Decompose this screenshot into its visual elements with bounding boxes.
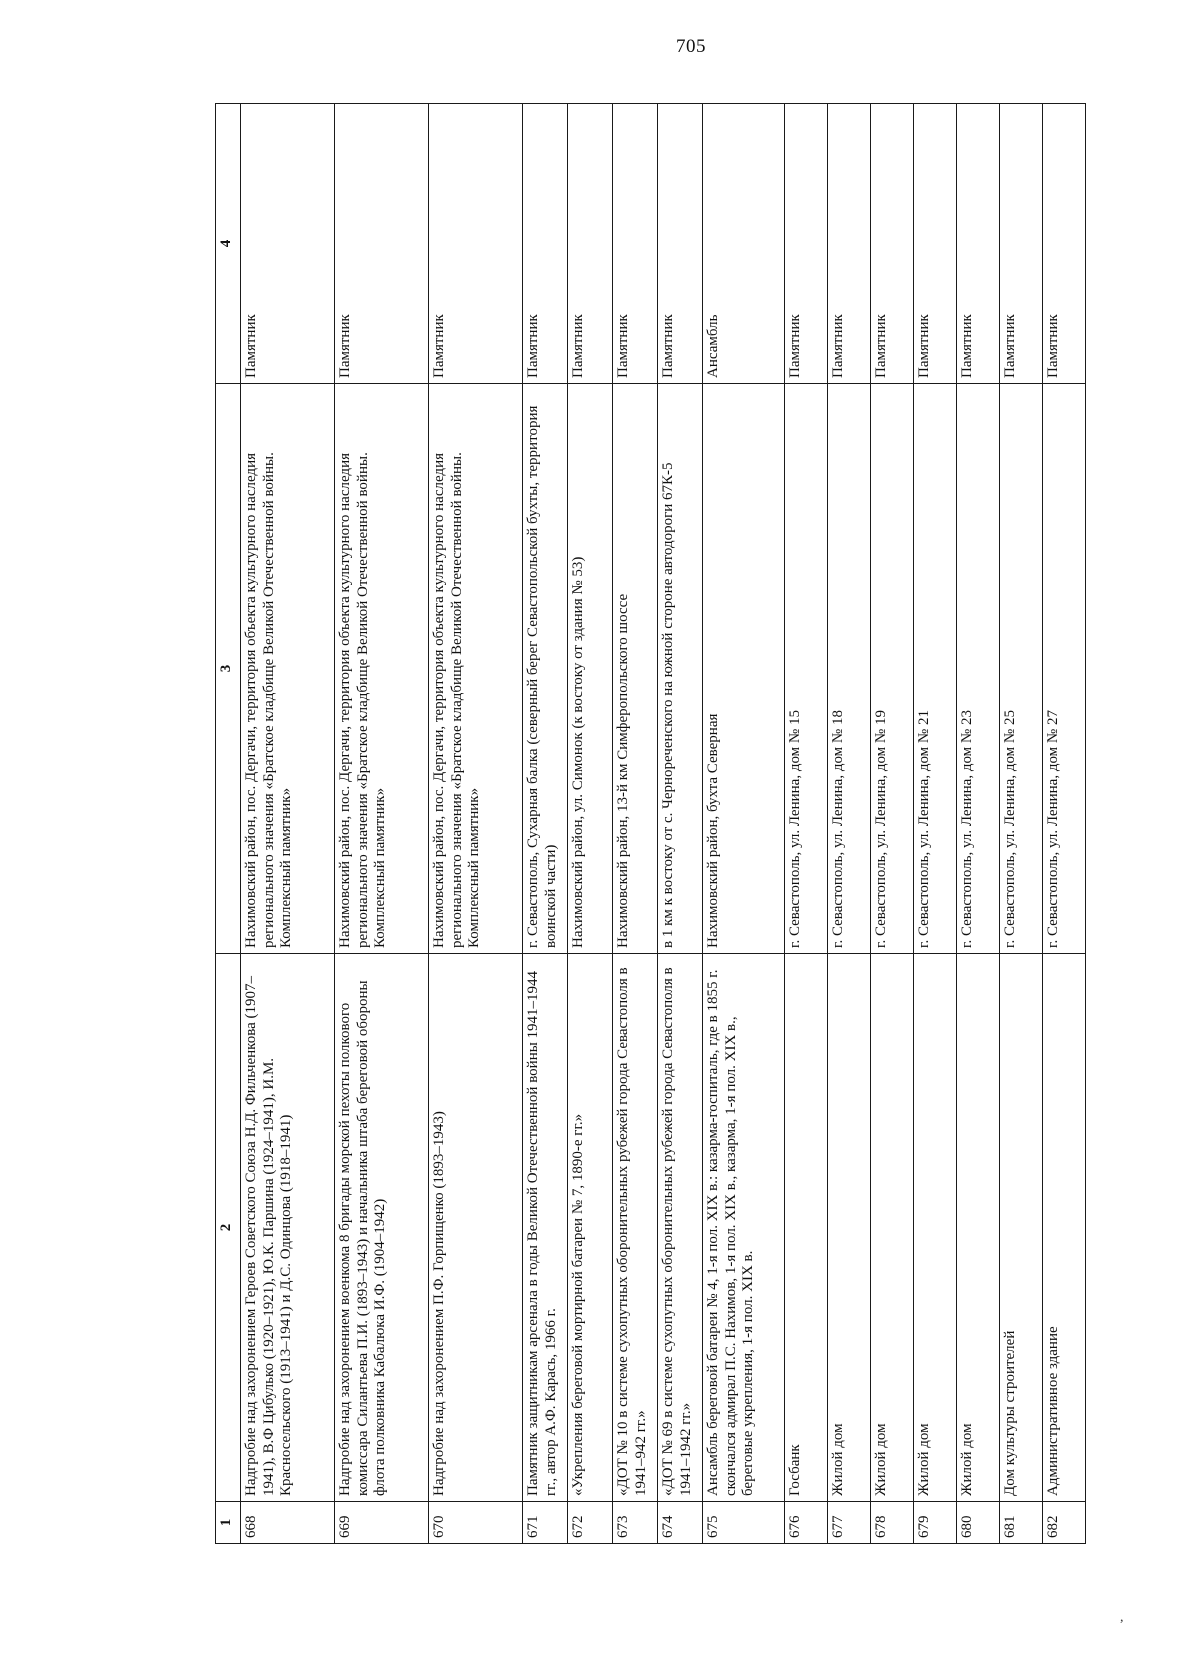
header-col-1: 1 — [216, 1502, 241, 1544]
object-type: Памятник — [1043, 104, 1086, 384]
row-number: 681 — [1000, 1502, 1043, 1544]
object-type: Памятник — [335, 104, 429, 384]
header-col-4: 4 — [216, 104, 241, 384]
object-type: Памятник — [241, 104, 335, 384]
row-number: 670 — [429, 1502, 523, 1544]
table-row — [957, 104, 1000, 1544]
object-type: Памятник — [828, 104, 871, 384]
object-location: в 1 км к востоку от с. Чернореченского на южной стороне автодороги 67К-5 — [658, 384, 703, 954]
object-location: Нахимовский район, ул. Симонок (к востоку от здания № 53) — [568, 384, 613, 954]
object-location: Нахимовский район, бухта Северная — [703, 384, 785, 954]
object-type: Памятник — [658, 104, 703, 384]
header-col-2: 2 — [216, 954, 241, 1502]
table-row — [914, 104, 957, 1544]
object-location: г. Севастополь, ул. Ленина, дом № 21 — [914, 384, 957, 954]
object-location: г. Севастополь, ул. Ленина, дом № 19 — [871, 384, 914, 954]
header-col-3: 3 — [216, 384, 241, 954]
object-name: Жилой дом — [871, 954, 914, 1502]
table-header-row — [216, 104, 241, 1544]
object-name: Памятник защитникам арсенала в годы Великой Отечественной войны 1941–1944 гг., автор А.Ф. Карась, 1966 г. — [523, 954, 568, 1502]
rotated-table-wrapper — [215, 104, 1075, 1544]
object-name: «ДОТ № 10 в системе сухопутных оборонительных рубежей города Севастополя в 1941–942 гг.» — [613, 954, 658, 1502]
row-number: 674 — [658, 1502, 703, 1544]
object-type: Памятник — [613, 104, 658, 384]
object-name: «ДОТ № 69 в системе сухопутных оборонительных рубежей города Севастополя в 1941–1942 гг.» — [658, 954, 703, 1502]
row-number: 672 — [568, 1502, 613, 1544]
object-type: Памятник — [523, 104, 568, 384]
object-type: Памятник — [785, 104, 828, 384]
object-type: Памятник — [871, 104, 914, 384]
object-type: Ансамбль — [703, 104, 785, 384]
object-location: Нахимовский район, пос. Дергачи, территория объекта культурного наследия регионального значения «Братское кладбище Великой Отечественной войны. Комплексный памятник» — [241, 384, 335, 954]
row-number: 673 — [613, 1502, 658, 1544]
object-name: Административное здание — [1043, 954, 1086, 1502]
scan-mark: , — [1120, 1610, 1124, 1625]
object-location: г. Севастополь, ул. Ленина, дом № 23 — [957, 384, 1000, 954]
page-number: 705 — [676, 36, 706, 57]
object-location: г. Севастополь, ул. Ленина, дом № 27 — [1043, 384, 1086, 954]
table-row — [241, 104, 335, 1544]
table-row — [335, 104, 429, 1544]
object-name: Жилой дом — [914, 954, 957, 1502]
object-name: Жилой дом — [957, 954, 1000, 1502]
row-number: 669 — [335, 1502, 429, 1544]
row-number: 668 — [241, 1502, 335, 1544]
object-location: г. Севастополь, ул. Ленина, дом № 18 — [828, 384, 871, 954]
row-number: 676 — [785, 1502, 828, 1544]
object-name: Надгробие над захоронением военкома 8 бригады морской пехоты полкового комиссара Силантьева П.И. (1893–1943) и начальника штаба береговой обороны флота полковника Кабалюка И.Ф. (1904–1942) — [335, 954, 429, 1502]
row-number: 680 — [957, 1502, 1000, 1544]
object-name: «Укрепления береговой мортирной батареи № 7, 1890-е гг.» — [568, 954, 613, 1502]
table-row — [828, 104, 871, 1544]
object-name: Надгробие над захоронением Героев Советского Союза Н.Д. Фильченкова (1907–1941), В.Ф Цибулько (1920–1921), Ю.К. Паршина (1924–1941), И.М. Красносельского (1913–1941) и Д.С. Одинцова (1918–1941) — [241, 954, 335, 1502]
row-number: 671 — [523, 1502, 568, 1544]
object-type: Памятник — [1000, 104, 1043, 384]
table-row — [658, 104, 703, 1544]
object-location: Нахимовский район, 13-й км Симферопольского шоссе — [613, 384, 658, 954]
heritage-table-container — [215, 104, 1075, 1544]
table-row — [871, 104, 914, 1544]
table-row — [785, 104, 828, 1544]
object-name: Госбанк — [785, 954, 828, 1502]
table-row — [613, 104, 658, 1544]
object-type: Памятник — [957, 104, 1000, 384]
object-location: г. Севастополь, ул. Ленина, дом № 25 — [1000, 384, 1043, 954]
table-row — [703, 104, 785, 1544]
object-type: Памятник — [429, 104, 523, 384]
table-row — [429, 104, 523, 1544]
object-location: Нахимовский район, пос. Дергачи, территория объекта культурного наследия регионального значения «Братское кладбище Великой Отечественной войны. Комплексный памятник» — [429, 384, 523, 954]
table-row — [1043, 104, 1086, 1544]
object-location: Нахимовский район, пос. Дергачи, территория объекта культурного наследия регионального значения «Братское кладбище Великой Отечественной войны. Комплексный памятник» — [335, 384, 429, 954]
object-name: Дом культуры строителей — [1000, 954, 1043, 1502]
object-name: Ансамбль береговой батареи № 4, 1-я пол. XIX в.: казарма-госпиталь, где в 1855 г. скончался адмирал П.С. Нахимов, 1-я пол. XIX в., казарма, 1-я пол. XIX в., береговые укрепления, 1-я пол. XIX в. — [703, 954, 785, 1502]
row-number: 677 — [828, 1502, 871, 1544]
object-name: Надгробие над захоронением П.Ф. Горпищенко (1893–1943) — [429, 954, 523, 1502]
object-name: Жилой дом — [828, 954, 871, 1502]
object-type: Памятник — [568, 104, 613, 384]
table-row — [568, 104, 613, 1544]
row-number: 682 — [1043, 1502, 1086, 1544]
row-number: 675 — [703, 1502, 785, 1544]
heritage-objects-table — [215, 103, 1086, 1544]
object-location: г. Севастополь, ул. Ленина, дом № 15 — [785, 384, 828, 954]
row-number: 679 — [914, 1502, 957, 1544]
table-row — [523, 104, 568, 1544]
object-type: Памятник — [914, 104, 957, 384]
table-row — [1000, 104, 1043, 1544]
object-location: г. Севастополь, Сухарная балка (северный берег Севастопольской бухты, территория воинской части) — [523, 384, 568, 954]
row-number: 678 — [871, 1502, 914, 1544]
